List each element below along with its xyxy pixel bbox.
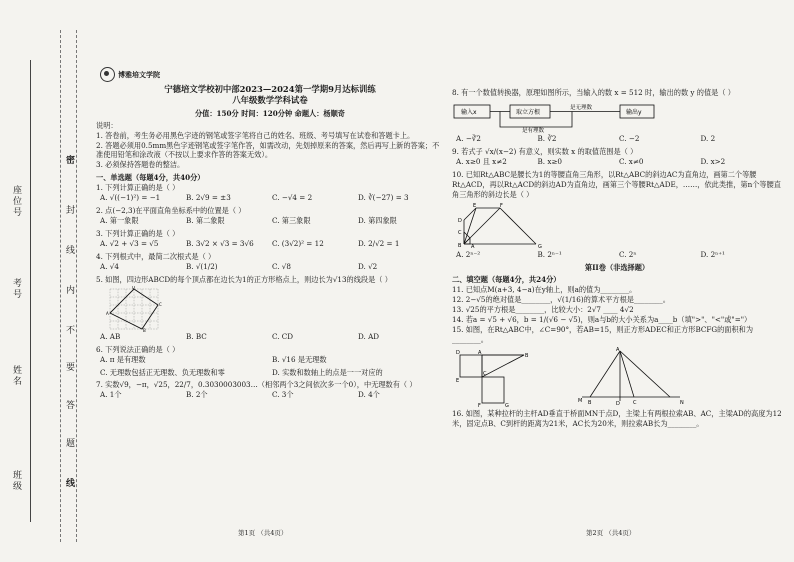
option-row	[96, 193, 444, 203]
exam-title: 宁德培文学校初中部2023—2024第一学期9月达标训练	[164, 84, 376, 94]
fill-question: 13. √25的平方根是________，比较大小：2√7 ____ 4√2	[452, 305, 634, 315]
option: D. 第四象限	[358, 216, 397, 226]
seal-word: 答	[64, 400, 74, 411]
fill-question: 14. 若a = √5 + √6，b = 1/(√6 − √5)，则a与b的大小关系为a____b（填">"、"<"或"="）	[452, 314, 752, 324]
exam-subtitle: 八年级数学学科试卷	[232, 95, 308, 106]
option: A. √4	[100, 261, 119, 271]
option: B. √(1/2)	[186, 261, 218, 271]
option: D. 实数和数轴上的点是一一对应的	[272, 367, 383, 377]
note-item: 3. 必须保持答题卷的整洁。	[96, 160, 185, 170]
svg-text:N: N	[680, 399, 684, 406]
option: A. 1个	[100, 390, 122, 400]
seal-line	[60, 30, 61, 542]
question-stem: 4. 下列根式中，最简二次根式是（ ）	[96, 251, 216, 261]
svg-text:D: D	[456, 349, 460, 356]
option: B. x≥0	[537, 156, 562, 166]
option: A. √2 + √3 = √5	[100, 238, 159, 248]
svg-text:B: B	[458, 242, 462, 249]
fill-question: 15. 如图，在Rt△ABC中，∠C=90°，若AB=15，则正方形ADEC和正方形BCFG的面积和为________。	[452, 324, 754, 344]
option: A. π 是有理数	[100, 354, 146, 364]
flow-diagram	[452, 99, 702, 133]
option: C. 第三象限	[272, 216, 311, 226]
section-title: 二、填空题（每题4分，共24分）	[452, 275, 561, 285]
question-stem: 5. 如图，四边形ABCD的每个顶点都在边长为1的正方形格点上，则边长为√13的线段是（ ）	[96, 274, 392, 284]
option: B. 第二象限	[186, 216, 225, 226]
svg-text:A: A	[478, 349, 482, 356]
id-label: 考号	[11, 278, 21, 300]
seal-line-inner	[76, 30, 77, 542]
binding-margin	[0, 0, 86, 562]
option: D. AD	[358, 331, 380, 341]
svg-text:B: B	[525, 352, 529, 359]
cable-figure	[576, 347, 686, 407]
fill-question: 16. 如图，某种拉杆的主杆AD垂直于桥面MN于点D，主梁上有两根拉索AB、AC，主梁AD的高度为12米，固定点B、C到杆的距离为21米，AC长为20米，则拉索AB长为________。	[452, 408, 782, 428]
svg-text:C: C	[458, 229, 462, 236]
grid-figure	[106, 286, 166, 332]
flow-back: 是有理数	[522, 127, 545, 133]
question-stem: 3. 下列计算正确的是（ ）	[96, 229, 180, 238]
option: B. ∛2	[537, 133, 557, 143]
option: B. BC	[186, 331, 207, 341]
option: D. √2	[358, 261, 378, 271]
svg-text:C: C	[159, 301, 162, 307]
svg-text:F: F	[500, 202, 503, 209]
seat-label: 座位号	[11, 185, 21, 218]
svg-text:G: G	[538, 243, 542, 250]
seal-word: 密	[64, 155, 74, 166]
option: C. −√4 = 2	[272, 193, 313, 203]
option: A. 第一象限	[100, 216, 139, 226]
option-row	[96, 262, 444, 272]
seal-word: 要	[64, 362, 74, 373]
svg-text:D: D	[616, 400, 620, 407]
write-line	[30, 60, 31, 522]
option-row	[96, 239, 444, 249]
option: D. 2	[700, 133, 716, 143]
question-stem: 8. 有一个数值转换器，原理如图所示，当输入的数 x = 512 时，输出的数 y 的值是（ ）	[452, 88, 735, 97]
option: B. √16 是无理数	[272, 354, 327, 364]
option: C. 无理数包括正无理数、负无理数和零	[100, 367, 225, 377]
page-number-left: 第1页 （共4页）	[238, 529, 288, 537]
option: B. 2√9 = ±3	[186, 193, 231, 203]
svg-text:C: C	[483, 370, 487, 377]
logo-text: 博雅培文学院	[118, 69, 160, 79]
flow-box: 取立方根	[516, 108, 541, 116]
option: A. 2ⁿ⁻²	[456, 249, 481, 259]
option: C. 3个	[272, 390, 294, 400]
svg-text:M: M	[578, 397, 583, 404]
flow-output: 输出y	[626, 108, 642, 116]
note-item: 1. 答卷前，考生务必用黑色字迹的钢笔或签字笔将自己的姓名、班级、考号填写在试卷和答题卡上。	[96, 130, 415, 140]
option: C. √8	[272, 261, 291, 271]
option-row	[96, 390, 444, 400]
option-row	[96, 368, 444, 378]
option: D. x>2	[700, 156, 726, 166]
option: A. AB	[100, 331, 121, 341]
svg-text:F: F	[478, 402, 481, 407]
triangle-chain-figure	[456, 200, 566, 250]
page-number-right: 第2页 （共4页）	[586, 529, 636, 537]
option: A. −∛2	[456, 133, 481, 143]
squares-figure	[456, 347, 536, 407]
seal-word: 封	[64, 205, 74, 216]
option: C. x≠0	[619, 156, 644, 166]
option-row	[96, 332, 444, 342]
option: D. 2ⁿ⁺¹	[700, 249, 725, 259]
option: B. 2ⁿ⁻¹	[537, 249, 562, 259]
question-stem: 2. 点(−2,3)在平面直角坐标系中的位置是（ ）	[96, 206, 246, 216]
right-column	[452, 88, 782, 429]
question-stem: 7. 实数√9，−π，√25，22/7，0.3030003003…（相邻两个3之间依次多一个0），中无理数有（ ）	[96, 380, 417, 390]
school-logo	[100, 67, 160, 82]
name-label: 姓名	[11, 365, 21, 387]
option-row	[452, 250, 782, 260]
option: C. −2	[619, 133, 640, 143]
seal-word: 线	[64, 478, 74, 489]
class-label: 班级	[11, 470, 21, 492]
question-stem: 10. 已知Rt△ABC是腰长为1的等腰直角三角形，以Rt△ABC的斜边AC为直角边，画第二个等腰Rt△ACD，再以Rt△ACD的斜边AD为直角边，画第三个等腰Rt△ADE，……，依此类推，第n个等腰直角三角形的斜边长是（ ）	[452, 169, 781, 199]
option-row	[96, 216, 444, 226]
option: B. 2个	[186, 390, 208, 400]
seal-word: 不	[64, 325, 74, 336]
option: D. 4个	[358, 390, 380, 400]
question-stem: 1. 下列计算正确的是（ ）	[96, 183, 180, 193]
fill-question: 12. 2−√5的绝对值是________，√(1/16)的算术平方根是________。	[452, 295, 670, 305]
option: B. 3√2 × √3 = 3√6	[186, 238, 254, 248]
svg-text:A: A	[616, 346, 620, 353]
question-stem: 9. 若式子 √x/(x−2) 有意义，则实数 x 的取值范围是（ ）	[452, 146, 638, 156]
fill-question: 11. 已知点M(a+3, 4−a)在y轴上，则a的值为________。	[452, 285, 637, 295]
logo-icon	[100, 67, 115, 82]
svg-text:A: A	[106, 310, 109, 316]
option: C. (3√2)² = 12	[272, 238, 324, 248]
svg-text:C: C	[633, 399, 637, 406]
svg-text:E: E	[456, 377, 460, 384]
section-title: 一、单选题（每题4分，共40分）	[96, 173, 205, 183]
option: C. CD	[272, 331, 294, 341]
flow-test: 是无理数	[570, 104, 593, 111]
seal-word: 线	[64, 245, 74, 256]
left-column	[96, 84, 444, 403]
svg-text:D: D	[132, 285, 136, 290]
seal-word: 题	[64, 438, 74, 449]
flow-input: 输入x	[461, 108, 477, 116]
svg-text:B: B	[143, 327, 146, 332]
svg-text:A: A	[471, 243, 475, 250]
svg-text:D: D	[458, 217, 462, 224]
option: D. ∛(−27) = 3	[358, 193, 409, 203]
svg-text:B: B	[588, 399, 592, 406]
option: C. 2ⁿ	[619, 249, 637, 259]
note-item: 2. 答题必须用0.5mm黑色字迹钢笔或签字笔作答，如需改动，先划掉原来的答案，然后再写上新的答案；不准使用铅笔和涂改液（不按以上要求作答的答案无效）。	[96, 140, 440, 160]
exam-meta: 分值：150分 时间：120分钟 命题人：杨顺奇	[194, 108, 345, 118]
option-row	[452, 157, 782, 167]
svg-text:E: E	[473, 202, 477, 209]
notes-label: 说明：	[96, 120, 118, 130]
option-row	[452, 134, 782, 144]
question-stem: 6. 下列说法正确的是（ ）	[96, 344, 180, 354]
seal-word: 内	[64, 285, 74, 296]
option-row	[96, 355, 444, 365]
part2-title: 第II卷（非选择题）	[584, 262, 650, 272]
option: D. 2/√2 = 1	[358, 238, 400, 248]
svg-text:G: G	[505, 402, 509, 407]
figure-row	[456, 347, 782, 407]
option: A. √((−1)²) = −1	[100, 193, 161, 203]
option: A. x≥0 且 x≠2	[456, 156, 507, 166]
